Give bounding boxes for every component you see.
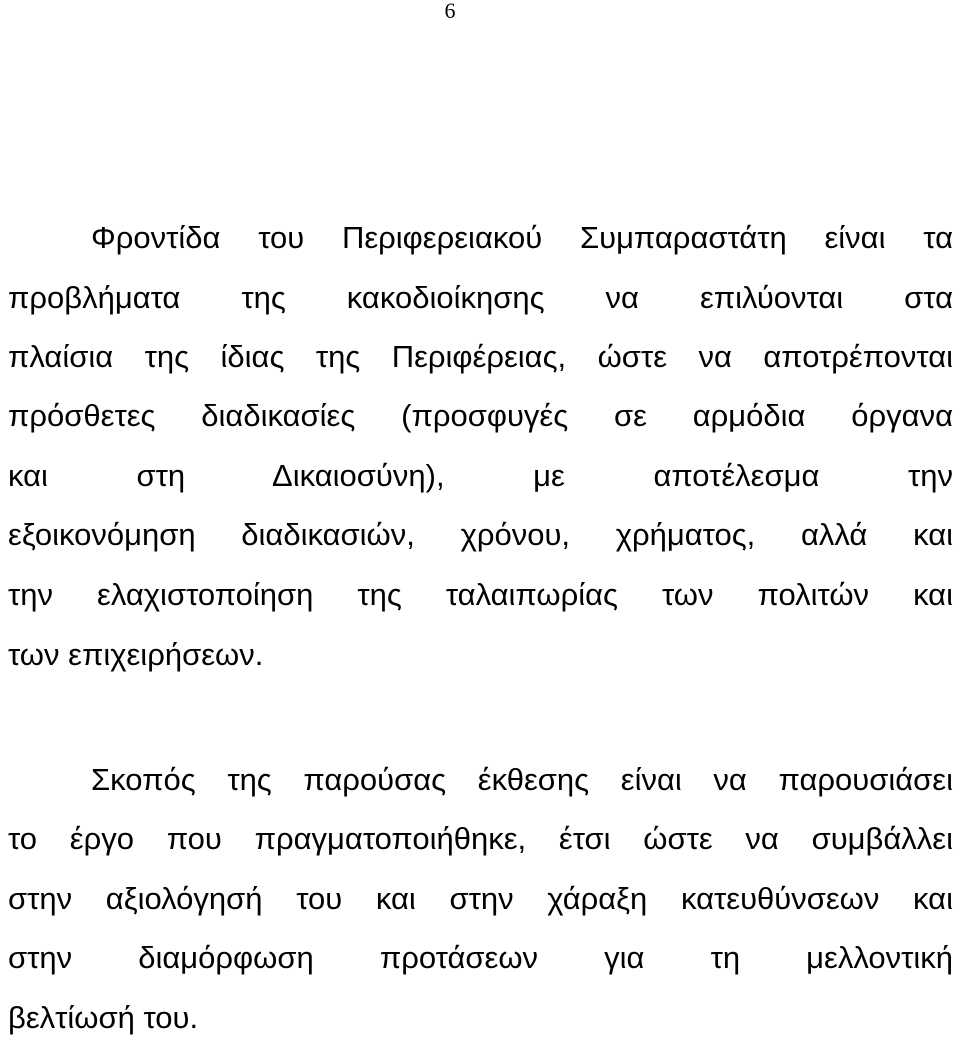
paragraph-line: προβλήματα της κακοδιοίκησης να επιλύονται στα	[8, 280, 953, 315]
paragraph-line: πλαίσια της ίδιας της Περιφέρειας, ώστε να αποτρέπονται	[8, 339, 953, 374]
paragraph-line: εξοικονόμηση διαδικασιών, χρόνου, χρήματος, αλλά και	[8, 517, 953, 552]
page-number: 6	[444, 0, 456, 23]
paragraph-line: στην αξιολόγησή του και στην χάραξη κατευθύνσεων και	[8, 881, 953, 916]
paragraph-line: των επιχειρήσεων.	[8, 637, 264, 672]
paragraph-line: Σκοπός της παρούσας έκθεσης είναι να παρουσιάσει	[91, 762, 953, 797]
paragraph-line: και στη Δικαιοσύνη), με αποτέλεσμα την	[8, 458, 953, 493]
paragraph-line: πρόσθετες διαδικασίες (προσφυγές σε αρμόδια όργανα	[8, 398, 953, 433]
paragraph-line: Φροντίδα του Περιφερειακού Συμπαραστάτη είναι τα	[91, 220, 953, 255]
paragraph-line: την ελαχιστοποίηση της ταλαιπωρίας των πολιτών και	[8, 577, 953, 612]
paragraph-line: το έργο που πραγματοποιήθηκε, έτσι ώστε να συμβάλλει	[8, 821, 953, 856]
paragraph-line: στην διαμόρφωση προτάσεων για τη μελλοντική	[8, 940, 953, 975]
paragraph-line: βελτίωσή του.	[8, 1000, 199, 1035]
